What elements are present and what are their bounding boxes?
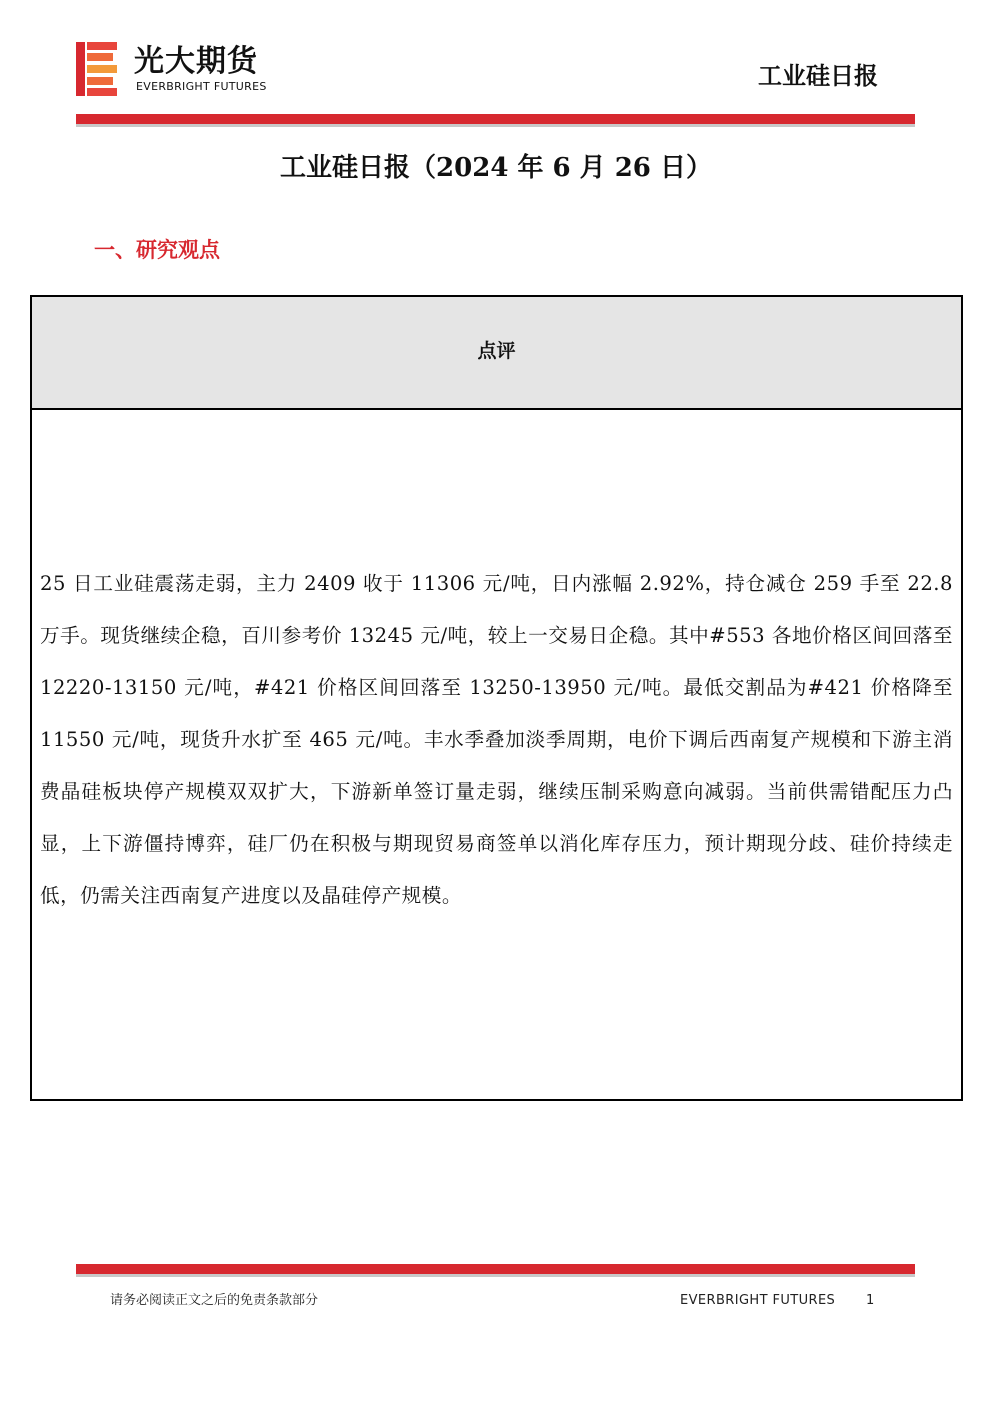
document-title: 工业硅日报（2024 年 6 月 26 日） [280,153,712,183]
page-number: 1 [866,1293,875,1308]
comment-text: 25 日工业硅震荡走弱，主力 2409 收于 11306 元/吨，日内涨幅 2.92%，持仓减仓 259 手至 22.8 万手。现货继续企稳，百川参考价 13245 元/吨，较上一交易日企稳。其中#553 各地价格区间回落至 12220-13150 元/吨，#421 价格区间回落至 13250-13950 元/吨。最低交割品为#421 价格降至 11550 元/吨，现货升水扩至 465 元/吨。丰水季叠加淡季周期，电价下调后西南复产规模和下游主消费晶硅板块停产规模双双扩大，下游新单签订量走弱，继续压制采购意向减弱。当前供需错配压力凸显，上下游僵持博弈，硅厂仍在积极与期现贸易商签单以消化库存压力，预计期现分歧、硅价持续走低，仍需关注西南复产进度以及晶硅停产规模。 [40,572,953,907]
footer-disclaimer: 请务必阅读正文之后的免责条款部分 [110,1293,319,1308]
footer-red-bar [76,1264,915,1274]
footer-brand: EVERBRIGHT FUTURES [680,1293,836,1308]
header-red-bar [76,114,915,124]
comment-table [30,295,963,1101]
table-header-label: 点评 [477,340,516,362]
report-type: 工业硅日报 [758,61,878,90]
header-gray-line [76,124,915,127]
brand-name-cn: 光大期货 [134,44,258,79]
table-header-row [32,297,961,410]
section-heading: 一、研究观点 [94,237,220,262]
brand-name-en: EVERBRIGHT FUTURES [136,80,267,93]
everbright-logo-icon [76,42,118,96]
footer-gray-line [76,1274,915,1277]
